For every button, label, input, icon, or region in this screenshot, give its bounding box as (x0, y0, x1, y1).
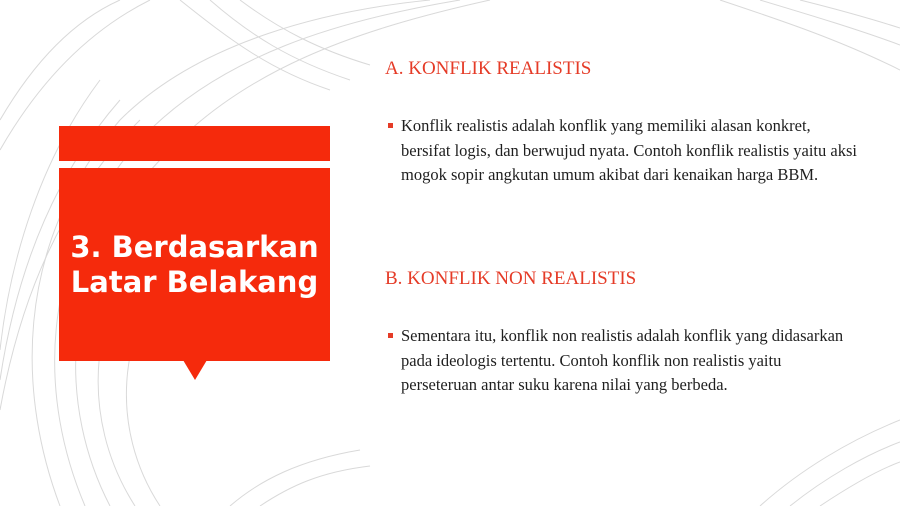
section-bullet-b (388, 324, 858, 398)
title-accent-bar (59, 126, 330, 161)
slide-title (59, 168, 330, 361)
slide-title-text: 3. Berdasarkan Latar Belakang (70, 229, 319, 299)
bullet-icon (388, 333, 393, 338)
title-box-pointer (183, 360, 207, 380)
section-bullet-a (388, 114, 858, 188)
bullet-text-a: Konflik realistis adalah konflik yang memiliki alasan konkret, bersifat logis, dan berwujud nyata. Contoh konflik realistis yaitu aksi mogok sopir angkutan umum akibat dari kenaikan harga BBM. (401, 116, 857, 184)
bullet-icon (388, 123, 393, 128)
section-heading-b: B. KONFLIK NON REALISTIS (385, 268, 637, 289)
bullet-text-b: Sementara itu, konflik non realistis adalah konflik yang didasarkan pada ideologis tertentu. Contoh konflik non realistis yaitu perseteruan antar suku karena nilai yang berbeda. (401, 326, 844, 394)
section-heading-a: A. KONFLIK REALISTIS (385, 58, 592, 79)
